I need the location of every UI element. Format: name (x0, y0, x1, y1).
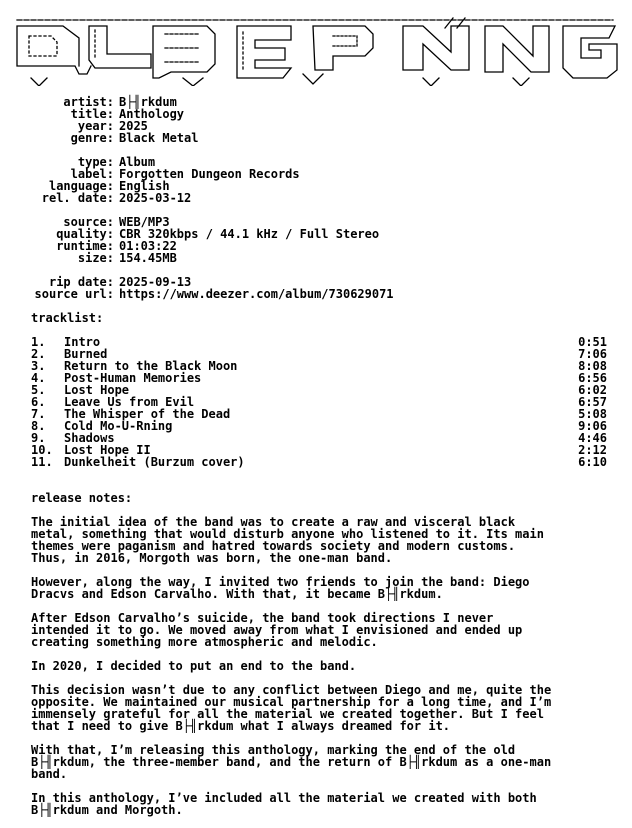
track-title: Intro (64, 335, 101, 349)
source-url-link[interactable]: https://www.deezer.com/album/730629071 (119, 287, 394, 301)
track-number: 8. (31, 419, 46, 433)
meta-value: Black Metal (119, 131, 199, 145)
meta-value: CBR 320kbps / 44.1 kHz / Full Stereo (119, 227, 380, 241)
meta-key: title: (70, 107, 114, 121)
track-duration: 8:08 (578, 359, 607, 373)
track-number: 9. (31, 431, 46, 445)
track-title: Post-Human Memories (64, 371, 202, 385)
track-title: Return to the Black Moon (64, 359, 238, 373)
meta-key: language: (48, 179, 114, 193)
meta-value: Album (119, 155, 156, 169)
track-duration: 6:10 (578, 455, 607, 469)
meta-row-size (0, 252, 394, 264)
meta-key: size: (77, 251, 114, 265)
track-number: 2. (31, 347, 46, 361)
notes-paragraph: In this anthology, I’ve included all the material we created with both B├╢rkdum and Morgoth. (31, 791, 537, 817)
meta-row-runtime (0, 240, 394, 252)
meta-key: type: (77, 155, 114, 169)
meta-key: rip date: (48, 275, 114, 289)
track-duration: 9:06 (578, 419, 607, 433)
track-number: 1. (31, 335, 46, 349)
tracklist-heading: tracklist: (31, 311, 104, 325)
track-row (31, 420, 607, 432)
meta-key: genre: (70, 131, 114, 145)
notes-paragraph: After Edson Carvalho’s suicide, the band took directions I never intended it to go. We moved away from what I envisioned and ended up creating something more atmospheric and melodic. (31, 611, 523, 649)
track-title: Leave Us from Evil (64, 395, 195, 409)
meta-key: label: (70, 167, 114, 181)
track-duration: 6:57 (578, 395, 607, 409)
meta-row-title (0, 108, 394, 120)
track-title: Lost Hope II (64, 443, 151, 457)
track-number: 5. (31, 383, 46, 397)
track-duration: 4:46 (578, 431, 607, 445)
track-number: 10. (31, 443, 53, 457)
meta-value: 2025-09-13 (119, 275, 192, 289)
meta-key: rel. date: (41, 191, 114, 205)
meta-key: quality: (56, 227, 114, 241)
meta-value: Forgotten Dungeon Records (119, 167, 300, 181)
track-duration: 5:08 (578, 407, 607, 421)
meta-row-genre (0, 132, 394, 144)
track-number: 3. (31, 359, 46, 373)
tracklist (31, 336, 607, 468)
ascii-logo-banner (3, 8, 627, 86)
meta-row-source-url (0, 288, 394, 300)
meta-key: runtime: (56, 239, 114, 253)
meta-row-artist (0, 96, 394, 108)
track-row (31, 336, 607, 348)
track-number: 11. (31, 455, 53, 469)
track-duration: 2:12 (578, 443, 607, 457)
meta-key: source url: (34, 287, 114, 301)
track-duration: 6:02 (578, 383, 607, 397)
track-title: Shadows (64, 431, 115, 445)
track-duration: 7:06 (578, 347, 607, 361)
notes-paragraph: In 2020, I decided to put an end to the band. (31, 659, 357, 673)
notes-paragraph: The initial idea of the band was to create a raw and visceral black metal, something that would disturb anyone who listened to it. Its main themes were paganism and hatred towards society and modern customs. Thus, in 2016, Morgoth was born, the one-man band. (31, 515, 544, 565)
release-metadata (0, 96, 394, 300)
meta-value: Anthology (119, 107, 185, 121)
track-number: 6. (31, 395, 46, 409)
meta-key: source: (63, 215, 114, 229)
meta-value: 2025-03-12 (119, 191, 192, 205)
notes-paragraph: This decision wasn’t due to any conflict between Diego and me, quite the opposite. We maintained our musical partnership for a long time, and I’m immensely grateful for all the material we created together. But I feel that I need to give B├╢rkdum what I always dreamed for it. (31, 683, 552, 733)
meta-value: English (119, 179, 170, 193)
track-row (31, 456, 607, 468)
meta-value: WEB/MP3 (119, 215, 170, 229)
release-notes-heading: release notes: (31, 491, 133, 505)
meta-value: 01:03:22 (119, 239, 177, 253)
notes-paragraph: However, along the way, I invited two friends to join the band: Diego Dracvs and Edson Carvalho. With that, it became B├╢rkdum. (31, 575, 530, 601)
track-title: Cold Mo-U-Rning (64, 419, 173, 433)
meta-value: 2025 (119, 119, 148, 133)
notes-paragraph: With that, I’m releasing this anthology, marking the end of the old B├╢rkdum, the three-member band, and the return of B├╢rkdum as a one-man band. (31, 743, 552, 781)
track-number: 7. (31, 407, 46, 421)
track-title: Burned (64, 347, 108, 361)
release-notes (31, 516, 611, 828)
track-title: Dunkelheit (Burzum cover) (64, 455, 245, 469)
meta-value: 154.45MB (119, 251, 177, 265)
track-duration: 0:51 (578, 335, 607, 349)
meta-key: artist: (63, 95, 114, 109)
track-number: 4. (31, 371, 46, 385)
meta-key: year: (77, 119, 114, 133)
track-title: Lost Hope (64, 383, 130, 397)
meta-value: B├╢rkdum (119, 95, 177, 109)
meta-row-rel-date (0, 192, 394, 204)
track-title: The Whisper of the Dead (64, 407, 231, 421)
track-duration: 6:56 (578, 371, 607, 385)
